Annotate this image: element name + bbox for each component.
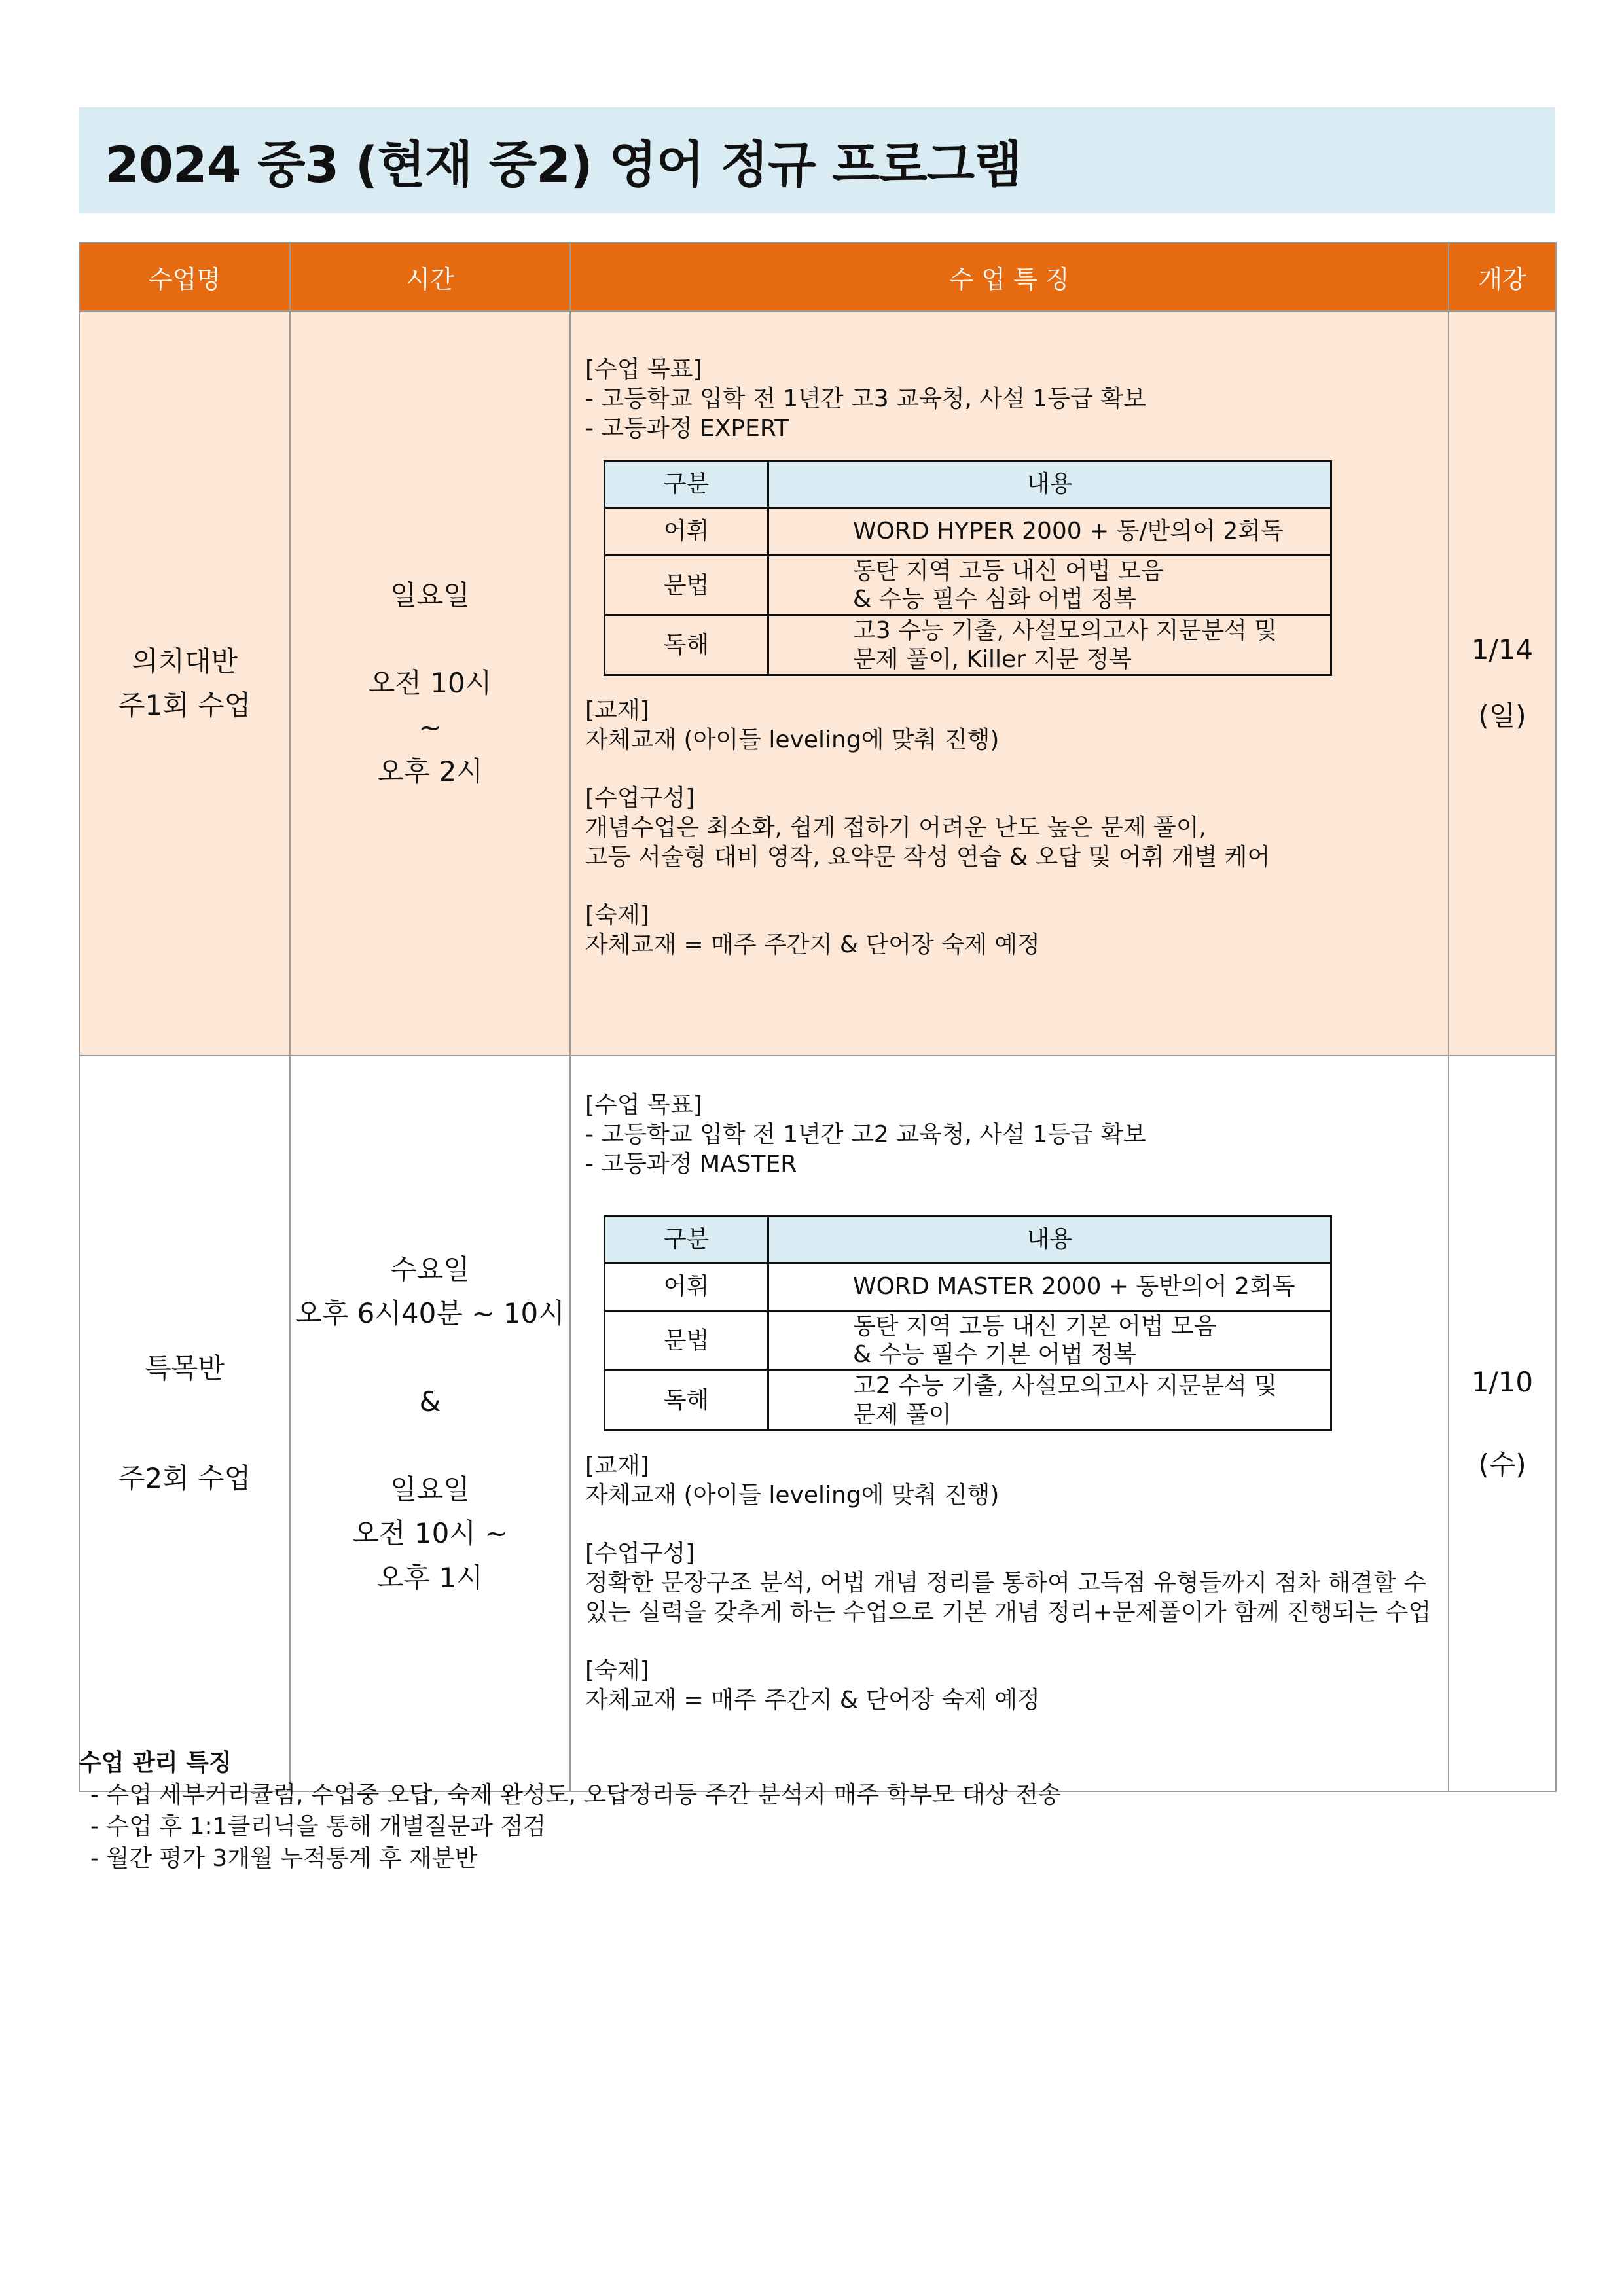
- time-line: ~: [418, 711, 442, 744]
- structure-section: [585, 1539, 1432, 1627]
- title-banner: [79, 107, 1555, 213]
- management-heading: 수업 관리 특징: [79, 1749, 232, 1776]
- time-line: 오후 1시: [377, 1561, 483, 1594]
- curriculum-content: [768, 1311, 1331, 1371]
- start-date: 1/10: [1471, 1366, 1534, 1398]
- time-line: [291, 1424, 569, 1467]
- goal-section: [585, 355, 1432, 443]
- curriculum-category: 문법: [605, 1311, 768, 1371]
- start-date-cell: [1449, 311, 1556, 1056]
- textbook-label: [교재]: [585, 1452, 649, 1479]
- curriculum-row: [605, 1311, 1331, 1371]
- start-date: 1/14: [1471, 634, 1534, 666]
- class-name-cell: [79, 311, 290, 1056]
- time-line: 오전 10시 ~: [352, 1517, 508, 1550]
- structure-line: 고등 서술형 대비 영작, 요약문 작성 연습 & 오답 및 어휘 개별 케어: [585, 843, 1271, 870]
- time-line: 오후 2시: [377, 755, 483, 787]
- goal-label: [수업 목표]: [585, 356, 702, 383]
- textbook-section: [585, 696, 1432, 755]
- curriculum-content: [768, 615, 1331, 675]
- homework-section: [585, 901, 1432, 960]
- class-name-line: [81, 1396, 289, 1451]
- textbook-label: [교재]: [585, 696, 649, 724]
- curriculum-row: [605, 615, 1331, 675]
- goal-line: - 고등과정 EXPERT: [585, 415, 789, 442]
- management-item: - 월간 평가 3개월 누적통계 후 재분반: [90, 1844, 478, 1872]
- curriculum-category: 독해: [605, 615, 768, 675]
- curriculum-content-line: 고3 수능 기출, 사설모의고사 지문분석 및: [853, 617, 1277, 645]
- time-line: [291, 1336, 569, 1380]
- curriculum-content: [768, 1371, 1331, 1430]
- management-notes: [79, 1748, 1061, 1874]
- time-line: 일요일: [390, 1473, 470, 1506]
- curriculum-content-line: WORD HYPER 2000 + 동/반의어 2회독: [853, 518, 1284, 545]
- goal-label: [수업 목표]: [585, 1092, 702, 1119]
- time-cell: [290, 1056, 570, 1791]
- inner-header-category: 구분: [605, 1217, 768, 1263]
- curriculum-content-line: & 수능 필수 심화 어법 정복: [853, 586, 1137, 613]
- time-line: 수요일: [390, 1253, 470, 1286]
- curriculum-row: [605, 1371, 1331, 1430]
- table-header-row: [79, 243, 1556, 311]
- goal-section: [585, 1090, 1432, 1179]
- curriculum-content-line: 동탄 지역 고등 내신 어법 모음: [853, 558, 1164, 584]
- curriculum-row: [605, 556, 1331, 615]
- start-date-cell: [1449, 1056, 1556, 1791]
- header-class-name: 수업명: [79, 243, 290, 311]
- curriculum-content: [768, 1263, 1331, 1311]
- structure-line: 정확한 문장구조 분석, 어법 개념 정리를 통하여 고득점 유형들까지 점차 해결할 수: [585, 1569, 1426, 1596]
- management-item: - 수업 세부커리큘럼, 수업중 오답, 숙제 완성도, 오답정리등 주간 분석지 매주 학부모 대상 전송: [90, 1781, 1061, 1808]
- goal-line: - 고등과정 MASTER: [585, 1151, 797, 1177]
- features-cell: [570, 1056, 1449, 1791]
- homework-label: [숙제]: [585, 1657, 649, 1684]
- curriculum-content-line: 문제 풀이: [853, 1401, 952, 1428]
- curriculum-content-line: 문제 풀이, Killer 지문 정복: [853, 645, 1132, 673]
- time-cell: [290, 311, 570, 1056]
- class-name-line: 주1회 수업: [118, 689, 251, 721]
- curriculum-content: [768, 556, 1331, 615]
- inner-header-content: 내용: [768, 461, 1331, 508]
- textbook-text: 자체교재 (아이들 leveling에 맞춰 진행): [585, 726, 1000, 753]
- goal-line: - 고등학교 입학 전 1년간 고3 교육청, 사설 1등급 확보: [585, 386, 1146, 412]
- homework-text: 자체교재 = 매주 주간지 & 단어장 숙제 예정: [585, 1686, 1040, 1713]
- header-features: 수 업 특 징: [570, 243, 1449, 311]
- textbook-text: 자체교재 (아이들 leveling에 맞춰 진행): [585, 1481, 1000, 1509]
- time-line: 일요일: [390, 579, 470, 612]
- curriculum-content-line: & 수능 필수 기본 어법 정복: [853, 1341, 1137, 1369]
- table-row: [79, 311, 1556, 1056]
- homework-section: [585, 1656, 1432, 1715]
- start-day: (수): [1478, 1448, 1526, 1480]
- curriculum-table: [604, 460, 1332, 676]
- structure-label: [수업구성]: [585, 1539, 695, 1567]
- class-name-line: 특목반: [145, 1352, 225, 1384]
- inner-header-content: 내용: [768, 1217, 1331, 1263]
- curriculum-content: [768, 508, 1331, 556]
- structure-line: 개념수업은 최소화, 쉽게 접하기 어려운 난도 높은 문제 풀이,: [585, 814, 1207, 841]
- program-table: [79, 242, 1557, 1792]
- structure-line: 있는 실력을 갖추게 하는 수업으로 기본 개념 정리+문제풀이가 함께 진행되는 수업: [585, 1598, 1432, 1626]
- curriculum-category: 문법: [605, 556, 768, 615]
- start-day: (일): [1478, 700, 1526, 732]
- class-name-line: 주2회 수업: [118, 1462, 251, 1494]
- textbook-section: [585, 1451, 1432, 1510]
- management-item: - 수업 후 1:1클리닉을 통해 개별질문과 점검: [90, 1813, 547, 1840]
- features-cell: [570, 311, 1449, 1056]
- curriculum-content-line: 고2 수능 기출, 사설모의고사 지문분석 및: [853, 1372, 1277, 1400]
- homework-label: [숙제]: [585, 901, 649, 929]
- curriculum-category: 어휘: [605, 508, 768, 556]
- header-start: 개강: [1449, 243, 1556, 311]
- structure-label: [수업구성]: [585, 784, 695, 812]
- class-name-line: 의치대반: [131, 645, 238, 677]
- time-line: 오전 10시: [368, 667, 492, 700]
- time-line: [291, 617, 569, 661]
- goal-line: - 고등학교 입학 전 1년간 고2 교육청, 사설 1등급 확보: [585, 1121, 1146, 1148]
- header-time: 시간: [290, 243, 570, 311]
- time-line: &: [419, 1385, 441, 1418]
- homework-text: 자체교재 = 매주 주간지 & 단어장 숙제 예정: [585, 931, 1040, 958]
- class-name-cell: [79, 1056, 290, 1791]
- curriculum-row: [605, 508, 1331, 556]
- inner-header-category: 구분: [605, 461, 768, 508]
- curriculum-category: 어휘: [605, 1263, 768, 1311]
- curriculum-row: [605, 1263, 1331, 1311]
- curriculum-table: [604, 1215, 1332, 1431]
- structure-section: [585, 783, 1432, 872]
- time-line: 오후 6시40분 ~ 10시: [295, 1297, 565, 1330]
- curriculum-category: 독해: [605, 1371, 768, 1430]
- table-row: [79, 1056, 1556, 1791]
- curriculum-content-line: WORD MASTER 2000 + 동반의어 2회독: [853, 1273, 1295, 1300]
- page-title: 2024 중3 (현재 중2) 영어 정규 프로그램: [105, 135, 1022, 194]
- curriculum-content-line: 동탄 지역 고등 내신 기본 어법 모음: [853, 1313, 1217, 1340]
